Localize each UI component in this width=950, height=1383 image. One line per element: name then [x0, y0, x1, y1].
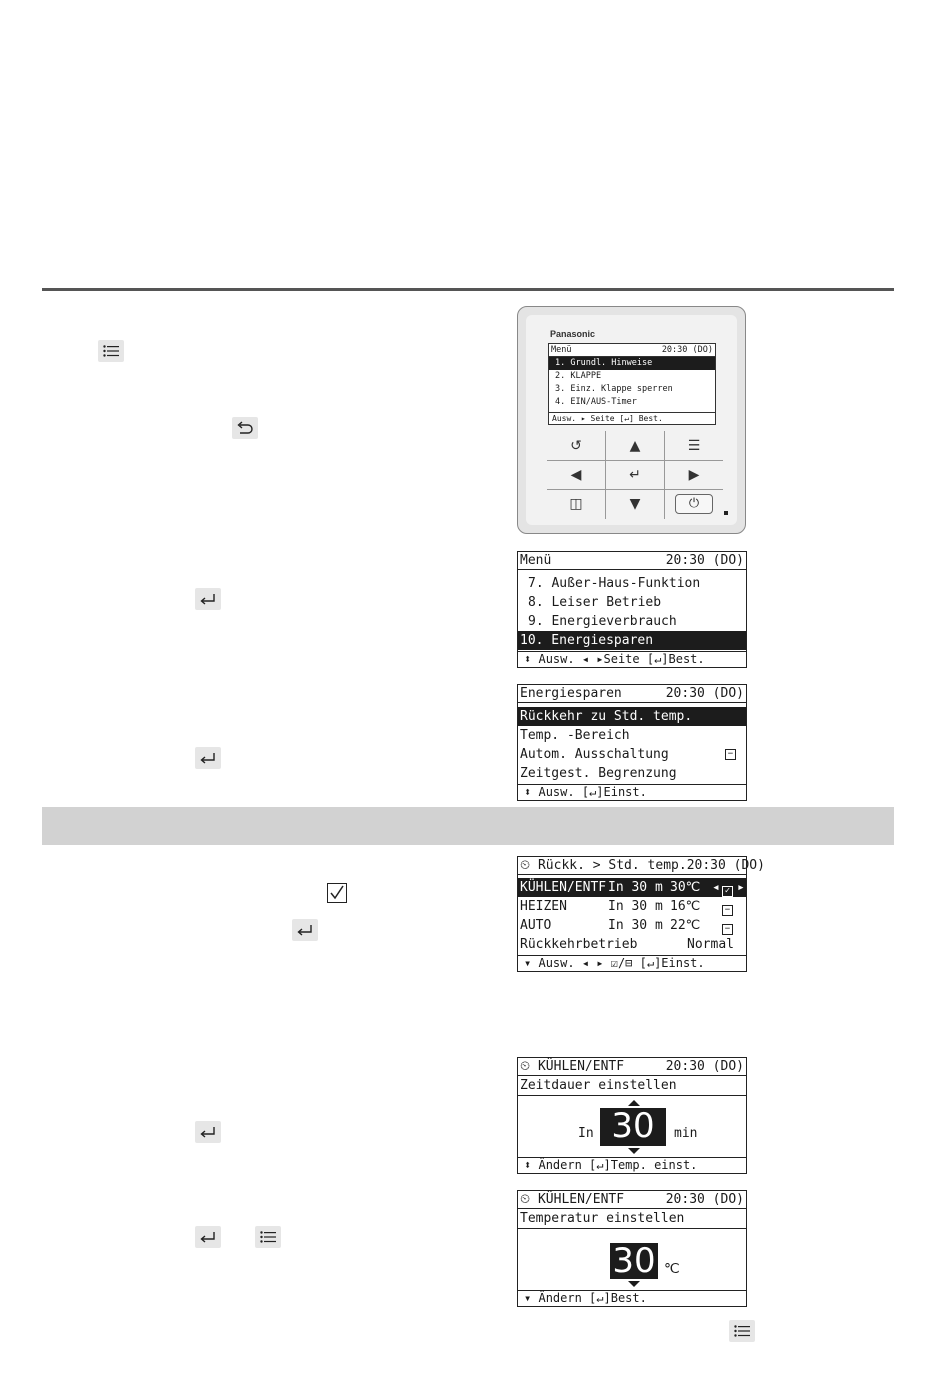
remote-menu-item: 4. EIN/AUS-Timer	[555, 397, 637, 407]
indicator-dot	[724, 511, 728, 515]
lcd-temperature	[517, 1190, 747, 1307]
remote-controller	[517, 306, 746, 534]
operation-label: Rückkehrbetrieb	[520, 937, 638, 952]
menu-item: 9. Energieverbrauch	[528, 614, 677, 629]
duration-editor	[518, 1098, 746, 1158]
lcd-time: 20:30 (DO)	[665, 1192, 744, 1207]
enter-key-icon	[195, 1121, 221, 1143]
lcd-time: 20:30 (DO)	[665, 1059, 744, 1074]
lcd-return	[517, 856, 765, 972]
clock-icon: ⏲	[520, 1059, 531, 1074]
minus-box-icon: −	[722, 905, 733, 916]
mode-label: HEIZEN	[520, 899, 567, 914]
lcd-time: 20:30 (DO)	[665, 553, 744, 568]
decrease-arrow-icon	[628, 1148, 640, 1154]
lcd-energy	[517, 684, 747, 801]
updown-icon: ⬍	[524, 785, 532, 799]
section-divider	[42, 288, 894, 291]
enter-key-icon	[292, 919, 318, 941]
lcd-header	[518, 1191, 746, 1209]
lcd-title: Menü	[520, 553, 552, 568]
energy-item-label: Autom. Ausschaltung	[520, 747, 669, 762]
brand-logo: Panasonic	[550, 329, 596, 339]
lcd-header	[518, 1058, 746, 1076]
decrease-arrow-icon	[628, 1281, 640, 1287]
temp-value: 30℃	[670, 880, 701, 895]
temp-value: 16℃	[670, 899, 701, 914]
lcd-subtitle: Temperatur einstellen	[518, 1209, 746, 1229]
temperature-number: 30	[610, 1243, 658, 1279]
lcd-title: KÜHLEN/ENTF	[537, 1192, 625, 1207]
energy-item: Temp. -Bereich	[520, 728, 630, 743]
down-button[interactable]: ▼	[629, 495, 641, 512]
up-button[interactable]: ▲	[629, 437, 641, 454]
back-key-icon	[232, 417, 258, 439]
arrow-left-icon: ◂	[712, 880, 720, 895]
footer-text: Ausw. [↵]Einst.	[538, 785, 647, 799]
lcd-title: Rückk. > Std. temp.	[537, 858, 687, 873]
lcd-footer	[518, 651, 746, 667]
check-box-icon: ✓	[722, 886, 733, 897]
back-button[interactable]: ↺	[570, 437, 582, 454]
lcd-time: 20:30 (DO)	[665, 686, 744, 701]
clock-icon: ⏲	[520, 1192, 531, 1207]
remote-display-header	[549, 344, 715, 357]
menu-key-icon	[729, 1320, 755, 1342]
duration-unit: min	[674, 1126, 698, 1141]
menu-item: 8. Leiser Betrieb	[528, 595, 662, 610]
footer-text: Ändern [↵]Temp. einst.	[538, 1158, 698, 1172]
enter-key-icon	[195, 588, 221, 610]
remote-display-title: Menü	[551, 345, 572, 355]
return-row	[518, 935, 746, 954]
lcd-footer	[518, 1157, 746, 1173]
operation-value: Normal	[687, 937, 734, 952]
duration-prefix: In	[578, 1126, 594, 1141]
return-row	[518, 897, 746, 916]
mode-label: KÜHLEN/ENTF	[520, 880, 607, 895]
arrow-right-icon: ▸	[737, 880, 745, 895]
mode-label: AUTO	[520, 918, 552, 933]
updown-icon: ⬍	[524, 1158, 532, 1172]
down-icon: ▾	[524, 1291, 532, 1305]
right-button[interactable]: ▶	[688, 466, 700, 483]
down-icon: ▾	[524, 956, 532, 970]
enter-key-icon	[195, 747, 221, 769]
menu-key-icon	[255, 1226, 281, 1248]
footer-text: Ausw. ◂ ▸ ☑/⊟ [↵]Einst.	[538, 956, 705, 970]
lcd-duration	[517, 1057, 747, 1174]
updown-icon: ⬍	[524, 652, 532, 666]
lcd-subtitle: Zeitdauer einstellen	[518, 1076, 746, 1096]
enter-button[interactable]: ↵	[629, 466, 641, 483]
energy-item	[518, 745, 746, 764]
lcd-footer	[518, 955, 746, 971]
duration-value: In 30 m	[608, 899, 663, 914]
duration-value: In 30 m	[608, 880, 663, 895]
footer-text: Ausw. ◂ ▸Seite [↵]Best.	[538, 652, 705, 666]
enter-key-icon	[195, 1226, 221, 1248]
left-button[interactable]: ◀	[570, 466, 582, 483]
temperature-editor	[518, 1231, 746, 1291]
section-band	[42, 807, 894, 845]
remote-face	[526, 315, 737, 525]
return-row	[518, 916, 746, 935]
power-icon: ⏻	[675, 494, 713, 514]
menu-item-selected: 10. Energiesparen	[518, 631, 746, 650]
lcd-title: Energiesparen	[520, 686, 622, 701]
remote-menu-item: 1. Grundl. Hinweise	[549, 357, 715, 370]
remote-display-time: 20:30 (DO)	[661, 345, 713, 355]
lcd-menu	[517, 551, 747, 668]
duration-value: In 30 m	[608, 918, 663, 933]
remote-menu-item: 3. Einz. Klappe sperren	[555, 384, 673, 394]
checkmark-icon	[327, 883, 347, 903]
lcd-footer	[518, 784, 746, 800]
power-button[interactable]	[665, 489, 723, 518]
lcd-header	[518, 685, 746, 703]
lcd-header	[518, 857, 765, 875]
energy-item: Zeitgest. Begrenzung	[520, 766, 677, 781]
clock-icon: ⏲	[520, 858, 531, 873]
energy-item-selected: Rückkehr zu Std. temp.	[518, 707, 746, 726]
menu-button[interactable]: ☰	[687, 437, 701, 454]
duration-number: 30	[600, 1108, 666, 1146]
timer-button[interactable]: ◫	[569, 495, 583, 512]
menu-key-icon	[98, 340, 124, 362]
minus-box-icon: −	[725, 749, 736, 760]
lcd-title: KÜHLEN/ENTF	[537, 1059, 625, 1074]
temp-value: 22℃	[670, 918, 701, 933]
remote-display	[548, 343, 716, 425]
minus-box-icon: −	[722, 924, 733, 935]
remote-button-grid	[547, 431, 723, 519]
menu-item: 7. Außer-Haus-Funktion	[528, 576, 701, 591]
lcd-time: 20:30 (DO)	[686, 858, 765, 873]
return-row-selected	[518, 878, 746, 897]
lcd-header	[518, 552, 746, 570]
footer-text: Ändern [↵]Best.	[538, 1291, 647, 1305]
temperature-unit: ℃	[664, 1261, 680, 1277]
remote-menu-item: 2. KLAPPE	[555, 371, 602, 381]
remote-display-footer: Ausw. ▸ Seite [↵] Best.	[549, 412, 715, 424]
lcd-footer	[518, 1290, 746, 1306]
